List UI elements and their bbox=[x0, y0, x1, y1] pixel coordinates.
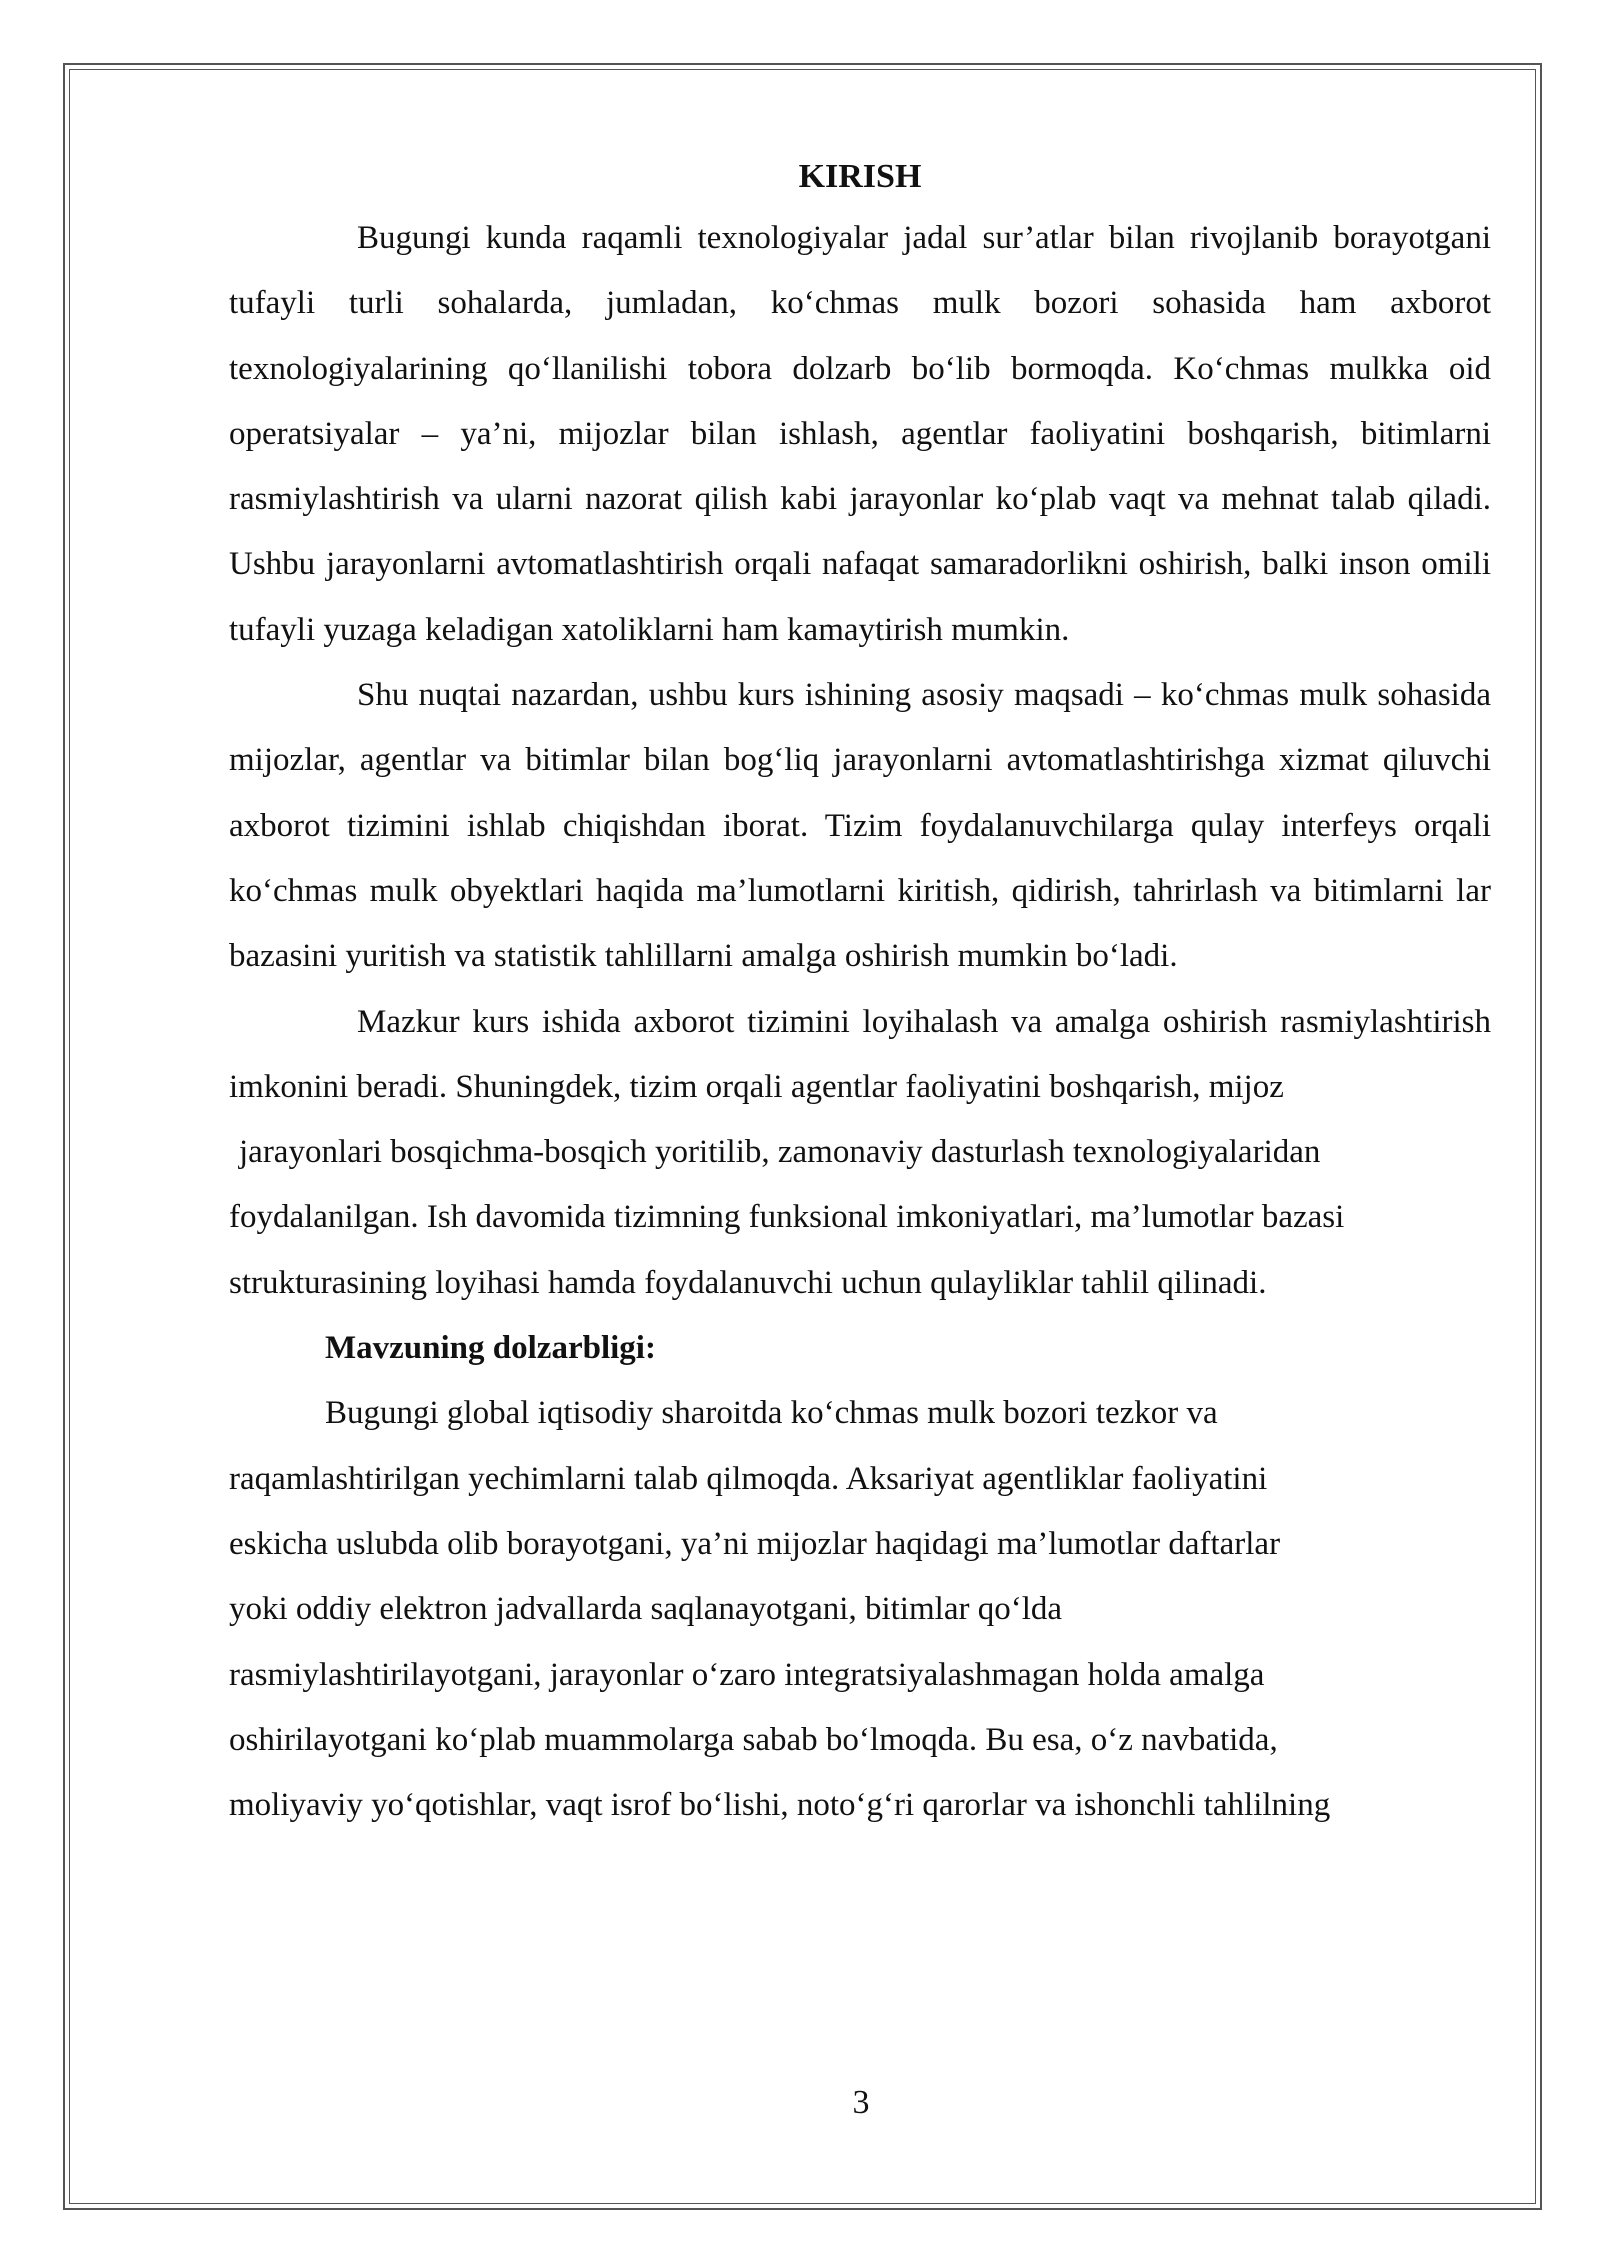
relevance-paragraph bbox=[229, 1381, 1491, 1838]
intro-paragraph-3: Mazkur kurs ishida axborot tizimini loyihalash va amalga oshirish rasmiylashtirish imkonini beradi. Shuningdek, tizim orqali agentlar faoliyatini boshqarish, mijoz bbox=[229, 1003, 1491, 1105]
relevance-line: Bugungi global iqtisodiy sharoitda ko‘chmas mulk bozori tezkor va bbox=[325, 1395, 1218, 1432]
document-body bbox=[229, 148, 1491, 1838]
relevance-line: yoki oddiy elektron jadvallarda saqlanayotgani, bitimlar qo‘lda bbox=[229, 1591, 1063, 1628]
relevance-line: raqamlashtirilgan yechimlarni talab qilmoqda. Aksariyat agentliklar faoliyatini bbox=[229, 1460, 1268, 1497]
relevance-line: eskicha uslubda olib borayotgani, ya’ni mijozlar haqidagi ma’lumotlar daftarlar bbox=[229, 1525, 1281, 1562]
intro-paragraph-4: jarayonlari bosqichma-bosqich yoritilib, zamonaviy dasturlash texnologiyalaridan foydalanilgan. Ish davomida tizimning funksional imkoniyatlari, ma’lumotlar bazasi strukturasining loyihasi hamda foydalanuvchi uchun qulayliklar tahlil qilinadi. bbox=[229, 1134, 1345, 1301]
intro-paragraph-1: Bugungi kunda raqamli texnologiyalar jadal sur’atlar bilan rivojlanib borayotgani tufayli turli sohalarda, jumladan, ko‘chmas mulk bozori sohasida ham axborot texnologiyalarining qo‘llanilishi tobora dolzarb bo‘lib bormoqda. Ko‘chmas mulkka oid operatsiyalar – ya’ni, mijozlar bilan ishlash, agentlar faoliyatini boshqarish, bitimlarni rasmiylashtirish va ularni nazorat qilish kabi jarayonlar ko‘plab vaqt va mehnat talab qiladi. Ushbu jarayonlarni avtomatlashtirish orqali nafaqat samaradorlikni oshirish, balki inson omili tufayli yuzaga keladigan xatoliklarni ham kamaytirish mumkin. bbox=[229, 220, 1491, 648]
page-number: 3 bbox=[852, 2084, 870, 2121]
relevance-line: rasmiylashtirilayotgani, jarayonlar o‘zaro integratsiyalashmagan holda amalga bbox=[229, 1656, 1265, 1693]
intro-paragraph-2: Shu nuqtai nazardan, ushbu kurs ishining asosiy maqsadi – ko‘chmas mulk sohasida mijozlar, agentlar va bitimlar bilan bog‘liq jarayonlarni avtomatlashtirishga xizmat qiluvchi axborot tizimini ishlab chiqishdan iborat. Tizim foydalanuvchilarga qulay interfeys orqali ko‘chmas mulk obyektlari haqida ma’lumotlarni kiritish, qidirish, tahrirlash va bitimlarni lar bazasini yuritish va statistik tahlillarni amalga oshirish mumkin bo‘ladi. bbox=[229, 677, 1491, 975]
page-title: KIRISH bbox=[798, 158, 922, 195]
relevance-line: oshirilayotgani ko‘plab muammolarga sabab bo‘lmoqda. Bu esa, o‘z navbatida, bbox=[229, 1721, 1278, 1758]
relevance-heading: Mavzuning dolzarbligi: bbox=[325, 1330, 656, 1367]
relevance-line: moliyaviy yo‘qotishlar, vaqt isrof bo‘lishi, noto‘g‘ri qarorlar va ishonchli tahlilning bbox=[229, 1787, 1331, 1824]
